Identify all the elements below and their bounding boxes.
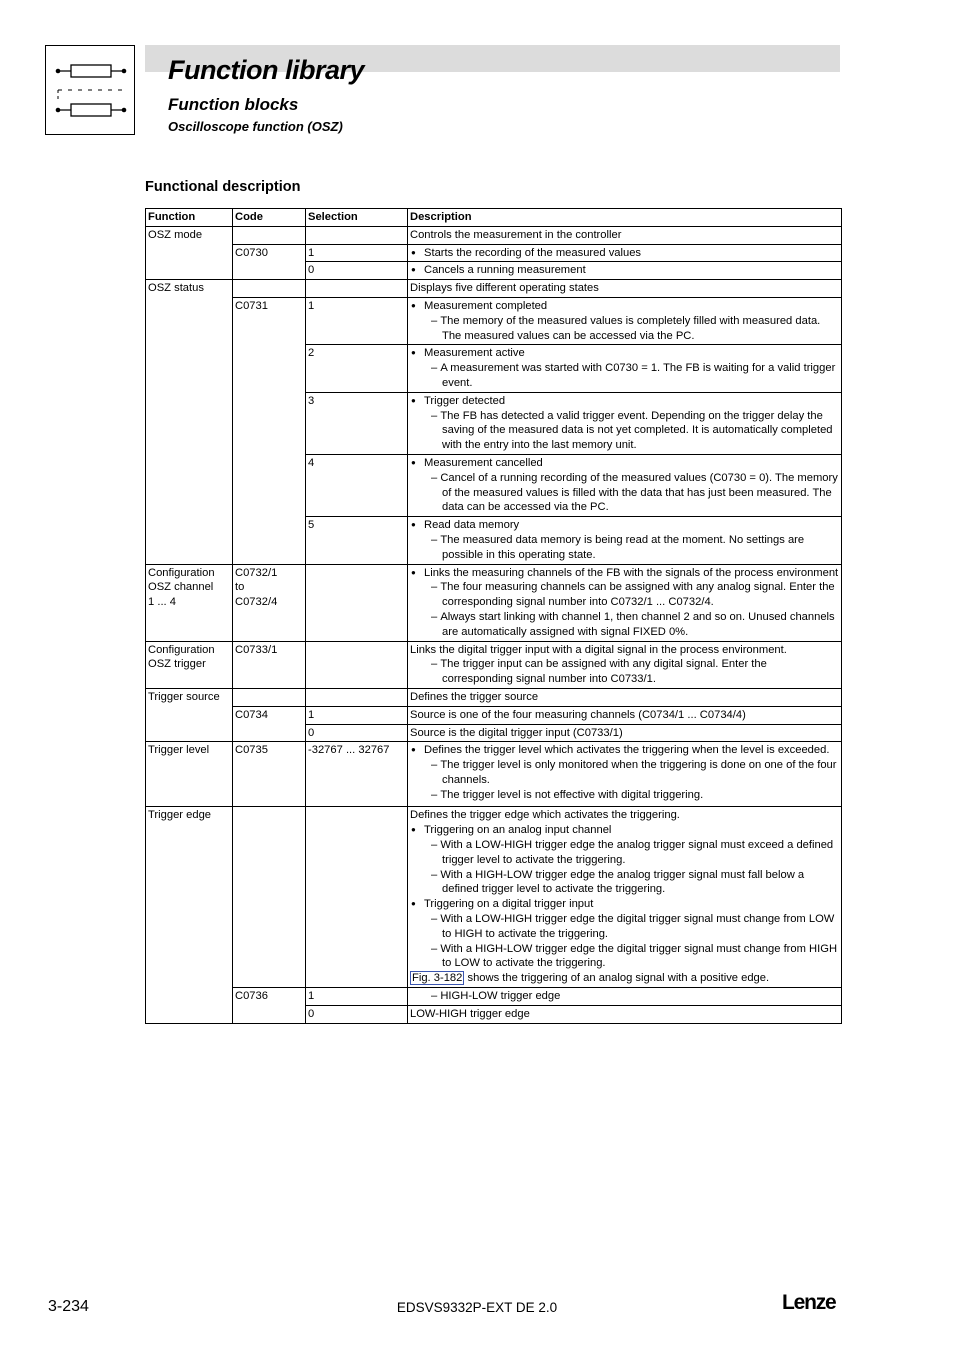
function-line: OSZ trigger bbox=[148, 658, 206, 671]
bullet-item: ● Measurement active bbox=[410, 346, 839, 361]
function-line: OSZ channel bbox=[148, 581, 214, 594]
header-code: Code bbox=[233, 209, 306, 227]
cell-selection: 1 bbox=[306, 988, 408, 1006]
cell-description bbox=[408, 807, 842, 988]
cell-code: C0731 bbox=[233, 297, 306, 564]
cell-selection: 0 bbox=[306, 262, 408, 280]
dash-item: – Cancel of a running recording of the measured values (C0730 = 0). The memory of the measured values is filled with the data that has just been measured. The data can be accessed via the PC. bbox=[410, 471, 839, 515]
header-function: Function bbox=[146, 209, 233, 227]
cell-selection: 4 bbox=[306, 454, 408, 516]
cell-function bbox=[146, 641, 233, 688]
dash-item: – The trigger level is not effective with digital triggering. bbox=[410, 788, 839, 803]
cell-selection: 0 bbox=[306, 1005, 408, 1023]
cell-description: Source is one of the four measuring channels (C0734/1 ... C0734/4) bbox=[408, 706, 842, 724]
table-row bbox=[146, 988, 842, 1006]
cell-description bbox=[408, 641, 842, 688]
dash-item: – The trigger level is only monitored when the triggering is done on one of the four channels. bbox=[410, 758, 839, 788]
dash-item: – Always start linking with channel 1, then channel 2 and so on. Unused channels are automatically assigned with signal FIXED 0%. bbox=[410, 610, 839, 640]
header-description: Description bbox=[408, 209, 842, 227]
bullet-item: ● Triggering on an analog input channel bbox=[410, 823, 839, 838]
code-line: C0732/1 bbox=[235, 566, 278, 579]
dash-item: – With a LOW-HIGH trigger edge the analog trigger signal must exceed a defined trigger level to activate the triggering. bbox=[410, 838, 839, 868]
cell-description bbox=[408, 345, 842, 392]
cell-selection: 0 bbox=[306, 724, 408, 742]
description-text: Links the digital trigger input with a digital signal in the process environment. bbox=[410, 643, 787, 656]
cell-description bbox=[408, 244, 842, 262]
cell-description: Source is the digital trigger input (C0733/1) bbox=[408, 724, 842, 742]
cell-description bbox=[408, 454, 842, 516]
bullet-item: ● Links the measuring channels of the FB with the signals of the process environment bbox=[410, 566, 839, 581]
page-title: Function library bbox=[168, 55, 365, 85]
cell-code bbox=[233, 280, 306, 298]
function-block-logo bbox=[45, 45, 135, 135]
cell-description: Defines the trigger source bbox=[408, 688, 842, 706]
cell-code: C0736 bbox=[233, 988, 306, 1024]
dash-item: – The four measuring channels can be assigned with any analog signal. Enter the corresponding signal number into C0732/1 ... C0732/4. bbox=[410, 580, 839, 610]
cell-selection bbox=[306, 688, 408, 706]
cell-function: Trigger level bbox=[146, 742, 233, 807]
cell-description bbox=[408, 742, 842, 807]
function-line: Configuration bbox=[148, 643, 215, 656]
cell-selection: 5 bbox=[306, 517, 408, 564]
table-row bbox=[146, 688, 842, 706]
table-row bbox=[146, 280, 842, 298]
cell-description bbox=[408, 517, 842, 564]
dash-item: – With a HIGH-LOW trigger edge the analog trigger signal must fall below a defined trigger level to activate the triggering. bbox=[410, 868, 839, 898]
code-line: C0732/4 bbox=[235, 596, 278, 609]
table-row bbox=[146, 297, 842, 344]
bullet-item: ● Starts the recording of the measured values bbox=[410, 246, 839, 261]
cell-selection: -32767 ... 32767 bbox=[306, 742, 408, 807]
table-row bbox=[146, 244, 842, 262]
dash-item: – With a LOW-HIGH trigger edge the digital trigger signal must change from LOW to HIGH to activate the triggering. bbox=[410, 912, 839, 942]
dash-item: – The trigger input can be assigned with any digital signal. Enter the corresponding signal number into C0733/1. bbox=[410, 657, 839, 687]
cell-selection bbox=[306, 807, 408, 988]
bullet-item: ● Defines the trigger level which activates the triggering when the level is exceeded. bbox=[410, 743, 839, 758]
cell-code bbox=[233, 226, 306, 244]
table-row bbox=[146, 564, 842, 641]
bullet-item: ● Read data memory bbox=[410, 518, 839, 533]
function-line: 1 ... 4 bbox=[148, 596, 176, 609]
cell-selection: 1 bbox=[306, 244, 408, 262]
cell-selection: 1 bbox=[306, 297, 408, 344]
table-row bbox=[146, 641, 842, 688]
bullet-item: ● Measurement cancelled bbox=[410, 456, 839, 471]
bullet-item: ● Trigger detected bbox=[410, 394, 839, 409]
cell-code: C0734 bbox=[233, 706, 306, 742]
figure-reference-line bbox=[410, 971, 839, 986]
bullet-item: ● Triggering on a digital trigger input bbox=[410, 897, 839, 912]
cell-selection: 3 bbox=[306, 392, 408, 454]
brand-logo: Lenze bbox=[782, 1291, 836, 1314]
cell-selection: 1 bbox=[306, 706, 408, 724]
cell-code: C0735 bbox=[233, 742, 306, 807]
bullet-item: ● Measurement completed bbox=[410, 299, 839, 314]
page-subtitle: Function blocks bbox=[168, 95, 299, 114]
dash-item: – The memory of the measured values is completely filled with measured data. The measured values can be accessed via the PC. bbox=[410, 314, 839, 344]
cell-function bbox=[146, 564, 233, 641]
cell-code bbox=[233, 688, 306, 706]
code-line: to bbox=[235, 581, 245, 594]
table-row bbox=[146, 226, 842, 244]
dash-item: – The measured data memory is being read at the moment. No settings are possible in this operating state. bbox=[410, 533, 839, 563]
table-header-row bbox=[146, 209, 842, 227]
document-id: EDSVS9332P-EXT DE 2.0 bbox=[396, 1300, 558, 1315]
table-row bbox=[146, 807, 842, 988]
function-block-icon bbox=[46, 46, 134, 134]
cell-selection bbox=[306, 226, 408, 244]
cell-code: C0730 bbox=[233, 244, 306, 280]
figure-reference-text: shows the triggering of an analog signal with a positive edge. bbox=[464, 972, 770, 985]
cell-selection bbox=[306, 641, 408, 688]
page-number: 3-234 bbox=[48, 1298, 89, 1315]
cell-description bbox=[408, 564, 842, 641]
description-text: Defines the trigger edge which activates the triggering. bbox=[410, 809, 680, 822]
cell-selection bbox=[306, 280, 408, 298]
cell-code bbox=[233, 564, 306, 641]
cell-description bbox=[408, 392, 842, 454]
cell-description: Displays five different operating states bbox=[408, 280, 842, 298]
cell-description bbox=[408, 262, 842, 280]
function-line: Configuration bbox=[148, 566, 215, 579]
dash-item: – A measurement was started with C0730 = 1. The FB is waiting for a valid trigger event. bbox=[410, 361, 839, 391]
cell-function: OSZ status bbox=[146, 280, 233, 564]
cell-description: Controls the measurement in the controller bbox=[408, 226, 842, 244]
page-subsubtitle: Oscilloscope function (OSZ) bbox=[168, 119, 343, 134]
cell-code bbox=[233, 807, 306, 988]
cell-description: LOW-HIGH trigger edge bbox=[408, 1005, 842, 1023]
dash-item: – With a HIGH-LOW trigger edge the digital trigger signal must change from HIGH to LOW to activate the triggering. bbox=[410, 942, 839, 972]
function-table bbox=[145, 208, 842, 1024]
cell-selection: 2 bbox=[306, 345, 408, 392]
table-row bbox=[146, 742, 842, 807]
dash-item: – The FB has detected a valid trigger event. Depending on the trigger delay the saving of the measured data is not yet completed. It is automatically completed with the entry into the last memory unit. bbox=[410, 409, 839, 453]
bullet-item: ● Cancels a running measurement bbox=[410, 263, 839, 278]
cell-description bbox=[408, 297, 842, 344]
cell-function: Trigger source bbox=[146, 688, 233, 741]
cell-function: Trigger edge bbox=[146, 807, 233, 1023]
cell-description bbox=[408, 988, 842, 1006]
cell-function: OSZ mode bbox=[146, 226, 233, 279]
section-title: Functional description bbox=[145, 179, 301, 195]
dash-item: – HIGH-LOW trigger edge bbox=[410, 989, 839, 1004]
table-row bbox=[146, 706, 842, 724]
cell-code: C0733/1 bbox=[233, 641, 306, 688]
cell-selection bbox=[306, 564, 408, 641]
header-selection: Selection bbox=[306, 209, 408, 227]
figure-link[interactable]: Fig. 3-182 bbox=[412, 972, 463, 985]
